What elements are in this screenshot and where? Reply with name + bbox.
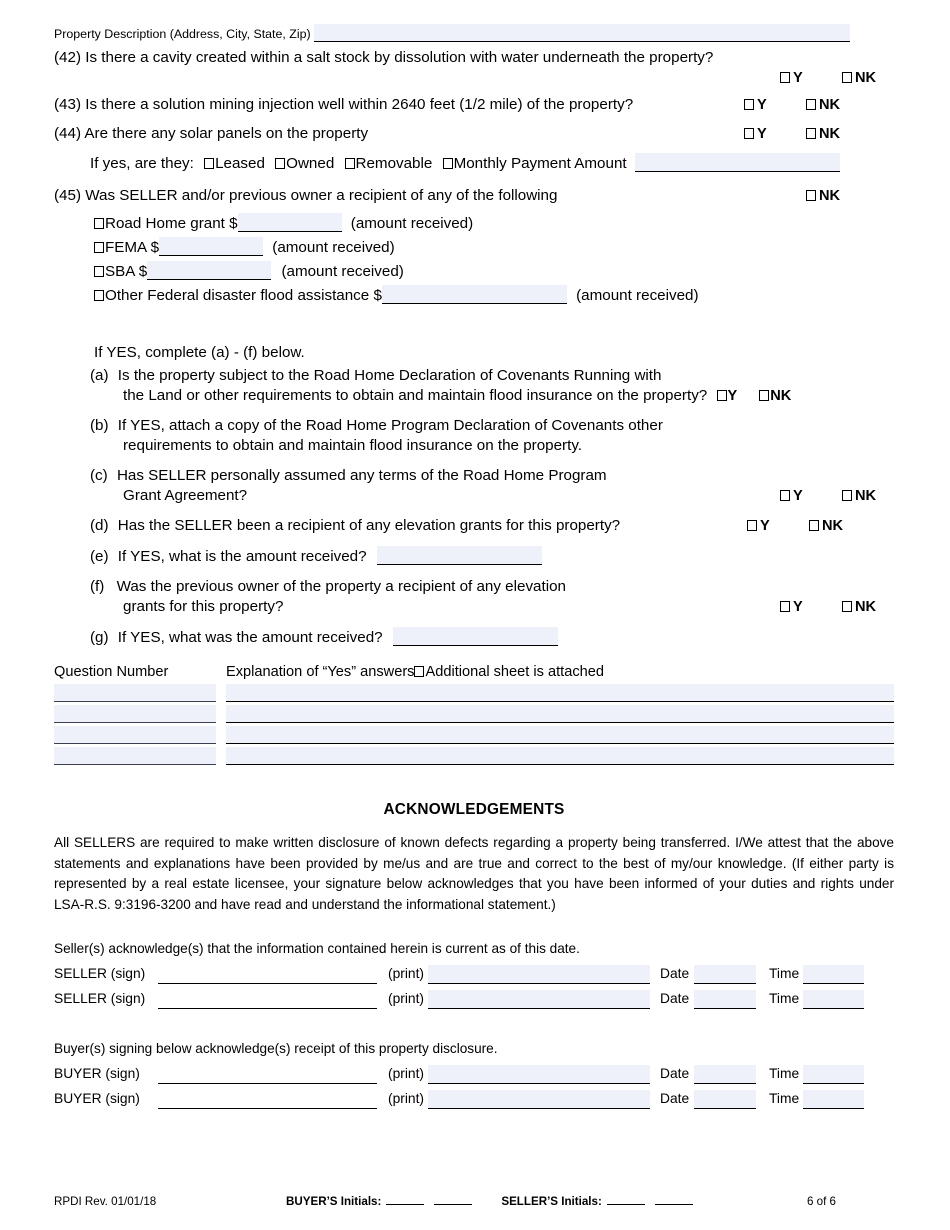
question-43-number: (43) <box>54 96 82 113</box>
road-home-grant-note: (amount received) <box>350 215 474 232</box>
buyer-1-signature-input[interactable] <box>158 1067 377 1084</box>
buyer-1-initials-input[interactable] <box>386 1196 424 1205</box>
page-number: 6 of 6 <box>806 1195 836 1208</box>
question-43-yes-checkbox[interactable] <box>744 99 754 110</box>
sub-d-yes-checkbox[interactable] <box>747 520 757 531</box>
nk-label: NK <box>819 97 841 113</box>
seller-2-initials-input[interactable] <box>655 1196 693 1205</box>
additional-sheet-checkbox[interactable] <box>414 666 424 677</box>
question-43-nk-checkbox[interactable] <box>806 99 816 110</box>
sub-question-b-line1: If YES, attach a copy of the Road Home Program Declaration of Covenants other <box>117 417 663 434</box>
question-42-answers <box>54 68 894 90</box>
buyer-acknowledge-intro: Buyer(s) signing below acknowledge(s) receipt of this property disclosure. <box>54 1041 498 1056</box>
question-45-number: (45) <box>54 187 82 204</box>
sub-question-f <box>54 577 894 597</box>
sub-a-nk-checkbox[interactable] <box>759 390 769 401</box>
property-description-row <box>54 24 894 42</box>
buyer-2-signature-input[interactable] <box>158 1092 377 1109</box>
property-description-input[interactable] <box>314 24 850 42</box>
table-row <box>54 705 894 723</box>
nk-label: NK <box>770 388 792 404</box>
sub-question-a-line2-row <box>54 386 894 406</box>
property-description-label: Property Description (Address, City, State, Zip) <box>54 27 311 41</box>
print-label: (print) <box>387 1066 424 1081</box>
sub-question-g <box>54 627 894 648</box>
explanation-row-1-text-input[interactable] <box>226 684 894 702</box>
additional-sheet-label: Additional sheet is attached <box>425 664 604 680</box>
sub-question-c-line2-row <box>54 486 894 506</box>
sub-d-nk-checkbox[interactable] <box>809 520 819 531</box>
seller-sign-label: SELLER (sign) <box>54 991 146 1006</box>
sub-question-f-line2-row <box>54 597 894 617</box>
nk-label: NK <box>855 70 877 86</box>
solar-monthly-payment-label: Monthly Payment Amount <box>453 155 627 172</box>
date-label: Date <box>660 966 690 981</box>
sub-question-g-line1: If YES, what was the amount received? <box>117 629 383 646</box>
solar-panel-options-row <box>54 153 894 174</box>
print-label: (print) <box>387 991 424 1006</box>
sub-f-nk-checkbox[interactable] <box>842 601 852 612</box>
sub-question-d <box>54 516 894 536</box>
acknowledgements-title: ACKNOWLEDGEMENTS <box>383 801 565 818</box>
sub-question-e-letter: (e) <box>90 548 109 565</box>
print-label: (print) <box>387 966 424 981</box>
sub-question-g-amount-input[interactable] <box>393 627 558 646</box>
time-label: Time <box>769 1066 800 1081</box>
buyer-signature-row-2 <box>54 1089 894 1109</box>
explanation-table-header <box>54 662 894 682</box>
sba-note: (amount received) <box>281 263 404 280</box>
time-label: Time <box>769 991 800 1006</box>
sub-question-c <box>54 466 894 486</box>
sub-question-c-line2: Grant Agreement? <box>123 487 248 504</box>
question-42-yes-checkbox[interactable] <box>780 72 790 83</box>
sub-a-yes-checkbox[interactable] <box>717 390 727 401</box>
sub-question-f-line1: Was the previous owner of the property a recipient of any elevation <box>116 578 566 595</box>
date-label: Date <box>660 991 690 1006</box>
solar-monthly-payment-input[interactable] <box>635 153 840 172</box>
yes-label: Y <box>756 97 767 113</box>
page-footer <box>54 1195 894 1208</box>
sub-question-f-line2: grants for this property? <box>123 598 284 615</box>
fema-label: FEMA $ <box>105 239 160 256</box>
sub-question-f-letter: (f) <box>90 578 105 595</box>
question-44 <box>54 124 894 144</box>
explanation-row-2-question-number-input[interactable] <box>54 705 216 723</box>
date-label: Date <box>660 1091 690 1106</box>
grant-other-federal-row <box>54 285 894 306</box>
seller-2-print-input[interactable] <box>428 990 650 1009</box>
table-row <box>54 747 894 765</box>
solar-removable-label: Removable <box>355 155 433 172</box>
road-home-grant-checkbox[interactable] <box>94 218 104 229</box>
yes-label: Y <box>759 518 770 534</box>
explanation-row-1-question-number-input[interactable] <box>54 684 216 702</box>
solar-options-prefix: If yes, are they: <box>90 155 194 172</box>
question-44-yes-checkbox[interactable] <box>744 128 754 139</box>
solar-leased-checkbox[interactable] <box>204 158 214 169</box>
date-label: Date <box>660 1066 690 1081</box>
sub-question-d-letter: (d) <box>90 517 109 534</box>
explanation-row-4-question-number-input[interactable] <box>54 747 216 765</box>
sub-c-nk-checkbox[interactable] <box>842 490 852 501</box>
yes-label: Y <box>792 70 803 86</box>
question-42 <box>54 48 894 68</box>
other-federal-note: (amount received) <box>576 287 699 304</box>
grant-sba-row <box>54 261 894 282</box>
time-label: Time <box>769 1091 800 1106</box>
sub-question-c-letter: (c) <box>90 467 108 484</box>
question-44-text: Are there any solar panels on the property <box>84 125 369 142</box>
sub-question-a-line2: the Land or other requirements to obtain and maintain flood insurance on the property? <box>123 387 708 404</box>
buyer-2-date-input[interactable] <box>694 1090 756 1109</box>
question-44-number: (44) <box>54 125 82 142</box>
explanation-row-4-text-input[interactable] <box>226 747 894 765</box>
table-row <box>54 726 894 744</box>
grant-fema-row <box>54 237 894 258</box>
sub-question-b-line2: requirements to obtain and maintain flood insurance on the property. <box>123 437 582 454</box>
acknowledgements-body: All SELLERS are required to make written disclosure of known defects regarding a property being transferred. I/We attest that the above statements and explanations have been provided by me/us and are true and correct to the best of my/our knowledge. (If either party is represented by a real estate licensee, your signature below acknowledges that you have been informed of your duties and rights under LSA-R.S. 9:3196-3200 and have read and understand the informational statement.) <box>54 835 894 912</box>
buyer-initials-label: BUYER’S Initials: <box>286 1195 382 1208</box>
explanation-row-3-question-number-input[interactable] <box>54 726 216 744</box>
fema-grant-checkbox[interactable] <box>94 242 104 253</box>
seller-1-signature-input[interactable] <box>158 967 377 984</box>
nk-label: NK <box>855 599 877 615</box>
other-federal-checkbox[interactable] <box>94 290 104 301</box>
sub-question-c-line1: Has SELLER personally assumed any terms of the Road Home Program <box>116 467 607 484</box>
yes-label: Y <box>792 599 803 615</box>
buyer-1-date-input[interactable] <box>694 1065 756 1084</box>
explanation-question-number-header: Question Number <box>54 664 169 680</box>
sub-c-yes-checkbox[interactable] <box>780 490 790 501</box>
sub-f-yes-checkbox[interactable] <box>780 601 790 612</box>
sub-question-e-amount-input[interactable] <box>377 546 542 565</box>
form-revision: RPDI Rev. 01/01/18 <box>54 1195 157 1208</box>
fema-note: (amount received) <box>272 239 395 256</box>
buyer-sign-label: BUYER (sign) <box>54 1066 140 1081</box>
seller-signature-row-2 <box>54 989 894 1009</box>
buyer-1-print-input[interactable] <box>428 1065 650 1084</box>
sub-question-b <box>54 416 894 436</box>
seller-2-signature-input[interactable] <box>158 992 377 1009</box>
question-45-text: Was SELLER and/or previous owner a recipient of any of the following <box>85 187 558 204</box>
seller-1-initials-input[interactable] <box>607 1196 645 1205</box>
explanation-answers-header: Explanation of “Yes” answers <box>226 664 415 680</box>
other-federal-label: Other Federal disaster flood assistance $ <box>105 287 382 304</box>
buyer-2-time-input[interactable] <box>803 1090 864 1109</box>
solar-owned-label: Owned <box>286 155 335 172</box>
seller-signature-row-1 <box>54 964 894 984</box>
buyer-1-time-input[interactable] <box>803 1065 864 1084</box>
sub-question-d-line1: Has the SELLER been a recipient of any elevation grants for this property? <box>117 517 621 534</box>
seller-sign-label: SELLER (sign) <box>54 966 146 981</box>
sba-amount-input[interactable] <box>147 261 271 280</box>
nk-label: NK <box>819 126 841 142</box>
nk-label: NK <box>819 188 841 204</box>
seller-initials-label: SELLER’S Initials: <box>501 1195 602 1208</box>
yes-label: Y <box>792 488 803 504</box>
question-43-text: Is there a solution mining injection well within 2640 feet (1/2 mile) of the property? <box>85 96 634 113</box>
seller-2-time-input[interactable] <box>803 990 864 1009</box>
question-42-nk-checkbox[interactable] <box>842 72 852 83</box>
question-42-text: Is there a cavity created within a salt stock by dissolution with water underneath the property? <box>85 49 714 66</box>
question-44-nk-checkbox[interactable] <box>806 128 816 139</box>
solar-owned-checkbox[interactable] <box>275 158 285 169</box>
sub-question-e <box>54 546 894 567</box>
sub-question-a-letter: (a) <box>90 367 109 384</box>
seller-2-date-input[interactable] <box>694 990 756 1009</box>
time-label: Time <box>769 966 800 981</box>
seller-1-print-input[interactable] <box>428 965 650 984</box>
sub-question-b-letter: (b) <box>90 417 109 434</box>
print-label: (print) <box>387 1091 424 1106</box>
solar-removable-checkbox[interactable] <box>345 158 355 169</box>
seller-1-date-input[interactable] <box>694 965 756 984</box>
sub-question-a-line1: Is the property subject to the Road Home Declaration of Covenants Running with <box>117 367 662 384</box>
explanation-table-rows <box>54 684 894 765</box>
seller-acknowledge-intro: Seller(s) acknowledge(s) that the information contained herein is current as of this date. <box>54 941 580 956</box>
solar-monthly-payment-checkbox[interactable] <box>443 158 453 169</box>
sub-question-e-line1: If YES, what is the amount received? <box>117 548 367 565</box>
other-federal-amount-input[interactable] <box>382 285 567 304</box>
buyer-signature-row-1 <box>54 1064 894 1084</box>
road-home-grant-label: Road Home grant $ <box>105 215 238 232</box>
sba-grant-checkbox[interactable] <box>94 266 104 277</box>
buyer-2-initials-input[interactable] <box>434 1196 472 1205</box>
solar-leased-label: Leased <box>215 155 265 172</box>
buyer-sign-label: BUYER (sign) <box>54 1091 140 1106</box>
question-43 <box>54 95 894 115</box>
road-home-grant-amount-input[interactable] <box>238 213 342 232</box>
yes-label: Y <box>756 126 767 142</box>
table-row <box>54 684 894 702</box>
buyer-2-print-input[interactable] <box>428 1090 650 1109</box>
sba-label: SBA $ <box>105 263 148 280</box>
sub-question-g-letter: (g) <box>90 629 109 646</box>
question-45-nk-checkbox[interactable] <box>806 190 816 201</box>
grant-road-home-row <box>54 213 894 234</box>
seller-1-time-input[interactable] <box>803 965 864 984</box>
fema-amount-input[interactable] <box>159 237 263 256</box>
nk-label: NK <box>855 488 877 504</box>
question-42-number: (42) <box>54 49 82 66</box>
sub-question-a <box>54 366 894 386</box>
question-45 <box>54 186 894 206</box>
explanation-row-2-text-input[interactable] <box>226 705 894 723</box>
yes-label: Y <box>727 388 738 404</box>
nk-label: NK <box>822 518 844 534</box>
if-yes-complete-note: If YES, complete (a) - (f) below. <box>94 344 305 361</box>
explanation-row-3-text-input[interactable] <box>226 726 894 744</box>
